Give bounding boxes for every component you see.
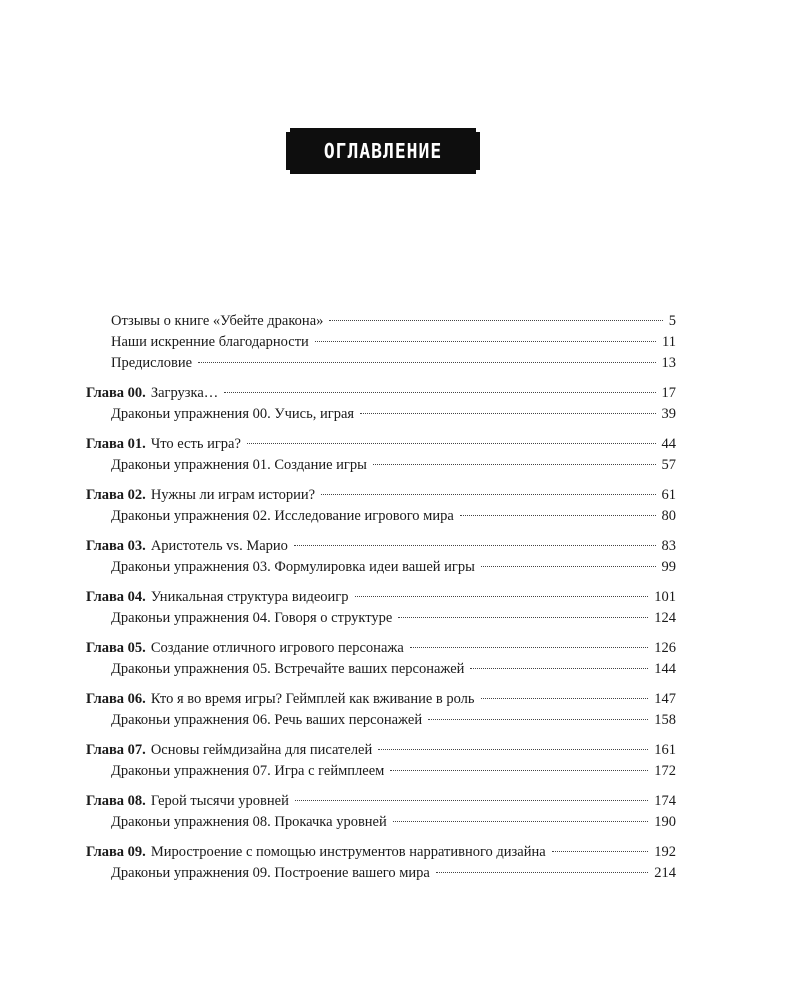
toc-entry-exercise[interactable] <box>86 557 676 578</box>
page-number: 101 <box>654 589 676 605</box>
chapter-group <box>86 638 676 680</box>
page-number: 44 <box>661 436 676 452</box>
entry-title: Драконьи упражнения 00. Учись, играя <box>111 406 355 422</box>
chapter-group <box>86 383 676 425</box>
page-number: 61 <box>661 487 676 503</box>
page-number: 124 <box>654 610 676 626</box>
chapter-number: Глава 00. <box>86 385 146 401</box>
dot-leader <box>224 392 655 393</box>
toc-entry-front[interactable] <box>86 332 676 353</box>
toc-entry-chapter[interactable] <box>86 791 676 812</box>
entry-title: Герой тысячи уровней <box>150 793 289 809</box>
entry-title: Аристотель vs. Марио <box>150 538 288 554</box>
dot-leader <box>393 821 649 822</box>
chapter-group <box>86 842 676 884</box>
entry-title: Драконьи упражнения 01. Создание игры <box>111 457 367 473</box>
entry-title: Предисловие <box>111 355 193 371</box>
entry-title: Уникальная структура видеоигр <box>150 589 349 605</box>
toc-entry-exercise[interactable] <box>86 659 676 680</box>
dot-leader <box>355 596 649 597</box>
dot-leader <box>295 800 648 801</box>
page-number: 161 <box>654 742 676 758</box>
page-number: 83 <box>661 538 676 554</box>
toc-entry-exercise[interactable] <box>86 863 676 884</box>
dot-leader <box>436 872 648 873</box>
chapter-number: Глава 04. <box>86 589 146 605</box>
entry-title: Драконьи упражнения 02. Исследование игрового мира <box>111 508 454 524</box>
entry-title: Основы геймдизайна для писателей <box>150 742 373 758</box>
dot-leader <box>247 443 656 444</box>
chapter-number: Глава 07. <box>86 742 146 758</box>
chapter-number: Глава 09. <box>86 844 146 860</box>
entry-title: Загрузка… <box>150 385 219 401</box>
entry-title: Миростроение с помощью инструментов нарративного дизайна <box>150 844 546 860</box>
chapter-group <box>86 740 676 782</box>
toc-entry-front[interactable] <box>86 353 676 374</box>
toc-entry-exercise[interactable] <box>86 710 676 731</box>
entry-title: Драконьи упражнения 04. Говоря о структуре <box>111 610 393 626</box>
dot-leader <box>428 719 648 720</box>
page-number: 174 <box>654 793 676 809</box>
entry-title: Отзывы о книге «Убейте дракона» <box>111 313 324 329</box>
toc-entry-chapter[interactable] <box>86 485 676 506</box>
toc-entry-chapter[interactable] <box>86 740 676 761</box>
toc-entry-exercise[interactable] <box>86 608 676 629</box>
chapter-group <box>86 689 676 731</box>
front-matter-group <box>86 311 676 374</box>
toc-entry-exercise[interactable] <box>86 404 676 425</box>
entry-title: Драконьи упражнения 07. Игра с геймплеем <box>111 763 385 779</box>
chapter-group <box>86 485 676 527</box>
entry-title: Драконьи упражнения 05. Встречайте ваших персонажей <box>111 661 465 677</box>
chapter-group <box>86 791 676 833</box>
dot-leader <box>470 668 648 669</box>
toc-entry-exercise[interactable] <box>86 506 676 527</box>
entry-title: Драконьи упражнения 03. Формулировка идеи вашей игры <box>111 559 475 575</box>
toc-entry-chapter[interactable] <box>86 383 676 404</box>
page-number: 17 <box>661 385 676 401</box>
entry-title: Нужны ли играм истории? <box>150 487 316 503</box>
entry-title: Кто я во время игры? Геймплей как вживание в роль <box>150 691 475 707</box>
dot-leader <box>329 320 662 321</box>
chapter-number: Глава 08. <box>86 793 146 809</box>
toc-entry-chapter[interactable] <box>86 689 676 710</box>
page-number: 57 <box>661 457 676 473</box>
page-number: 144 <box>654 661 676 677</box>
dot-leader <box>552 851 649 852</box>
entry-title: Драконьи упражнения 06. Речь ваших персонажей <box>111 712 423 728</box>
dot-leader <box>294 545 656 546</box>
chapter-group <box>86 434 676 476</box>
dot-leader <box>410 647 648 648</box>
dot-leader <box>315 341 656 342</box>
toc-entry-chapter[interactable] <box>86 434 676 455</box>
dot-leader <box>373 464 656 465</box>
dot-leader <box>198 362 655 363</box>
entry-title: Драконьи упражнения 09. Построение вашего мира <box>111 865 430 881</box>
chapter-number: Глава 05. <box>86 640 146 656</box>
page-number: 5 <box>668 313 676 329</box>
page-number: 172 <box>654 763 676 779</box>
dot-leader <box>321 494 655 495</box>
dot-leader <box>390 770 648 771</box>
page-number: 126 <box>654 640 676 656</box>
toc-entry-exercise[interactable] <box>86 455 676 476</box>
toc-entry-chapter[interactable] <box>86 587 676 608</box>
toc-entry-exercise[interactable] <box>86 812 676 833</box>
page-number: 214 <box>654 865 676 881</box>
dot-leader <box>460 515 656 516</box>
page-number: 99 <box>661 559 676 575</box>
page-number: 158 <box>654 712 676 728</box>
dot-leader <box>398 617 648 618</box>
page-number: 192 <box>654 844 676 860</box>
entry-title: Драконьи упражнения 08. Прокачка уровней <box>111 814 387 830</box>
table-of-contents <box>86 311 676 893</box>
dot-leader <box>481 698 649 699</box>
toc-title-banner <box>286 128 480 174</box>
chapter-group <box>86 536 676 578</box>
dot-leader <box>378 749 648 750</box>
page-number: 39 <box>661 406 676 422</box>
toc-entry-front[interactable] <box>86 311 676 332</box>
page-number: 13 <box>661 355 676 371</box>
chapter-number: Глава 01. <box>86 436 146 452</box>
page-number: 190 <box>654 814 676 830</box>
dot-leader <box>481 566 656 567</box>
dot-leader <box>360 413 655 414</box>
entry-title: Что есть игра? <box>150 436 241 452</box>
chapter-group <box>86 587 676 629</box>
page-number: 147 <box>654 691 676 707</box>
page-title: ОГЛАВЛЕНИЕ <box>323 138 443 164</box>
entry-title: Создание отличного игрового персонажа <box>150 640 404 656</box>
chapter-number: Глава 06. <box>86 691 146 707</box>
chapter-number: Глава 02. <box>86 487 146 503</box>
toc-entry-exercise[interactable] <box>86 761 676 782</box>
toc-entry-chapter[interactable] <box>86 638 676 659</box>
page-number: 80 <box>661 508 676 524</box>
entry-title: Наши искренние благодарности <box>111 334 309 350</box>
toc-entry-chapter[interactable] <box>86 536 676 557</box>
toc-entry-chapter[interactable] <box>86 842 676 863</box>
page-number: 11 <box>662 334 676 350</box>
chapter-number: Глава 03. <box>86 538 146 554</box>
